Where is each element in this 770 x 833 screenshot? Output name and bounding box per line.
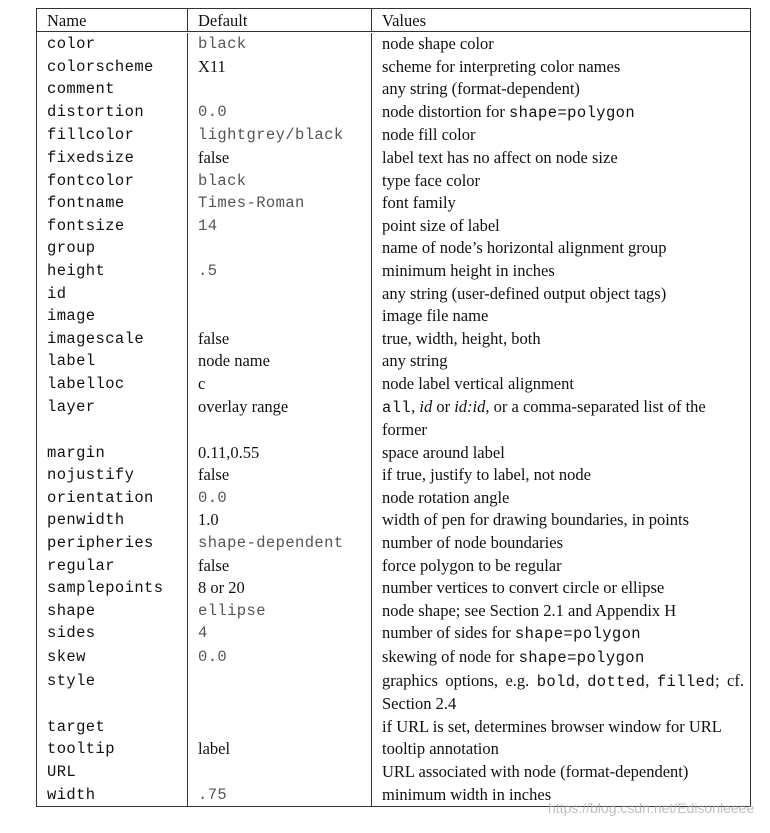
text-fragment: space around label: [382, 442, 505, 462]
text-fragment: skewing of node for: [382, 647, 519, 667]
table-row: [37, 577, 750, 600]
attribute-name: URL: [37, 761, 188, 784]
text-fragment: scheme for interpreting color names: [382, 56, 621, 76]
attribute-description: [372, 260, 750, 283]
text-fragment: number of sides for: [382, 623, 515, 643]
attribute-default: [188, 670, 372, 716]
node-attributes-table: [36, 8, 751, 807]
text-fragment: node label vertical alignment: [382, 373, 574, 393]
attribute-description: [372, 600, 750, 623]
text-fragment: id:id: [454, 396, 486, 416]
attribute-default: 0.0: [188, 487, 372, 510]
attribute-name: tooltip: [37, 738, 188, 761]
text-fragment: node fill color: [382, 125, 476, 145]
table-row: [37, 305, 750, 328]
attribute-name: target: [37, 716, 188, 739]
table-row: [37, 761, 750, 784]
table-row: [37, 147, 750, 170]
attribute-name: image: [37, 305, 188, 328]
attribute-default: label: [188, 738, 372, 761]
header-values: Values: [382, 11, 426, 30]
attribute-name: margin: [37, 442, 188, 465]
attribute-name: fillcolor: [37, 124, 188, 147]
attribute-description: [372, 101, 750, 125]
attribute-description: [372, 646, 750, 670]
table-row: [37, 532, 750, 555]
attribute-name: width: [37, 784, 188, 807]
text-fragment: node distortion for: [382, 101, 509, 121]
attribute-default: .75: [188, 784, 372, 807]
table-row: [37, 170, 750, 193]
table-row: [37, 670, 750, 716]
attribute-default: Times-Roman: [188, 192, 372, 215]
code-fragment: shape=polygon: [508, 103, 636, 122]
attribute-default: X11: [188, 56, 372, 79]
code-fragment: filled: [656, 672, 716, 691]
attribute-description: [372, 716, 750, 739]
attribute-default: black: [188, 33, 372, 56]
text-fragment: any string: [382, 351, 448, 371]
text-fragment: URL associated with node (format-dependent): [382, 762, 689, 781]
attribute-name: regular: [37, 555, 188, 578]
attribute-description: [372, 78, 750, 101]
table-row: [37, 622, 750, 646]
attribute-description: [372, 56, 750, 79]
attribute-description: [372, 350, 750, 373]
table-row: [37, 192, 750, 215]
attribute-name: layer: [37, 396, 188, 442]
attribute-name: skew: [37, 646, 188, 670]
text-fragment: number of node boundaries: [382, 533, 563, 553]
attribute-description: [372, 487, 750, 510]
table-row: [37, 509, 750, 532]
attribute-default: node name: [188, 350, 372, 373]
text-fragment: number vertices to convert circle or ellipse: [382, 578, 665, 598]
table-header-row: [37, 9, 750, 32]
table-row: [37, 464, 750, 487]
code-fragment: dotted: [587, 672, 646, 691]
attribute-description: [372, 283, 750, 306]
attribute-name: samplepoints: [37, 577, 188, 600]
attribute-default: 0.0: [188, 646, 372, 670]
text-fragment: font family: [382, 193, 456, 213]
attribute-default: [188, 78, 372, 101]
attribute-description: [372, 124, 750, 147]
attribute-default: black: [188, 170, 372, 193]
table-row: [37, 600, 750, 623]
attribute-name: fontsize: [37, 215, 188, 238]
attribute-default: 0.11,0.55: [188, 442, 372, 465]
table-row: [37, 237, 750, 260]
attribute-default: shape-dependent: [188, 532, 372, 555]
attribute-name: orientation: [37, 487, 188, 510]
table-row: [37, 716, 750, 739]
table-row: [37, 283, 750, 306]
attribute-default: 4: [188, 622, 372, 646]
table-row: [37, 487, 750, 510]
table-row: [37, 124, 750, 147]
attribute-description: [372, 442, 750, 465]
table-row: [37, 56, 750, 79]
table-row: [37, 373, 750, 396]
attribute-default: false: [188, 555, 372, 578]
attribute-default: overlay range: [188, 396, 372, 442]
table-row: [37, 396, 750, 442]
attribute-name: sides: [37, 622, 188, 646]
attribute-description: [372, 738, 750, 761]
attribute-description: [372, 215, 750, 238]
text-fragment: label text has no affect on node size: [382, 147, 618, 167]
text-fragment: or: [432, 396, 455, 416]
table-row: [37, 442, 750, 465]
attribute-name: labelloc: [37, 373, 188, 396]
attribute-name: comment: [37, 78, 188, 101]
attribute-name: penwidth: [37, 509, 188, 532]
table-row: [37, 101, 750, 125]
text-fragment: node shape color: [382, 34, 494, 53]
attribute-default: [188, 237, 372, 260]
attribute-name: fontname: [37, 192, 188, 215]
text-fragment: node shape; see Section 2.1 and Appendix H: [382, 600, 677, 620]
attribute-name: distortion: [37, 101, 188, 125]
attribute-default: 1.0: [188, 509, 372, 532]
attribute-description: [372, 170, 750, 193]
attribute-description: [372, 464, 750, 487]
attribute-description: [372, 670, 750, 716]
text-fragment: if true, justify to label, not node: [382, 465, 591, 485]
watermark: https://blog.csdn.net/Edisonleeee: [548, 800, 755, 816]
attribute-name: imagescale: [37, 328, 188, 351]
text-fragment: graphics options, e.g.: [382, 670, 537, 690]
code-fragment: all: [382, 398, 412, 417]
attribute-description: [372, 532, 750, 555]
attribute-default: ellipse: [188, 600, 372, 623]
attribute-description: [372, 305, 750, 328]
text-fragment: type face color: [382, 170, 481, 190]
text-fragment: node rotation angle: [382, 487, 510, 507]
attribute-name: id: [37, 283, 188, 306]
attribute-name: peripheries: [37, 532, 188, 555]
table-row: [37, 646, 750, 670]
text-fragment: , or a comma-separated list of the former: [382, 396, 706, 440]
attribute-description: [372, 147, 750, 170]
attribute-default: [188, 761, 372, 784]
table-row: [37, 555, 750, 578]
attribute-name: colorscheme: [37, 56, 188, 79]
text-fragment: minimum height in inches: [382, 260, 555, 280]
attribute-name: group: [37, 237, 188, 260]
text-fragment: if URL is set, determines browser window for URL: [382, 716, 722, 736]
text-fragment: minimum width in inches: [382, 784, 552, 804]
text-fragment: ,: [575, 670, 588, 690]
attribute-default: [188, 305, 372, 328]
attribute-default: false: [188, 328, 372, 351]
header-default: Default: [188, 9, 372, 31]
attribute-default: [188, 283, 372, 306]
attribute-default: .5: [188, 260, 372, 283]
attribute-description: [372, 622, 750, 646]
text-fragment: ,: [645, 670, 657, 690]
attribute-description: [372, 396, 750, 442]
attribute-description: [372, 761, 750, 784]
attribute-description: [372, 33, 750, 56]
table-row: [37, 328, 750, 351]
code-fragment: bold: [536, 672, 576, 691]
code-fragment: shape=polygon: [514, 625, 642, 644]
attribute-description: [372, 328, 750, 351]
attribute-default: 0.0: [188, 101, 372, 125]
attribute-description: [372, 577, 750, 600]
attribute-description: [372, 373, 750, 396]
text-fragment: tooltip annotation: [382, 739, 499, 759]
text-fragment: name of node’s horizontal alignment group: [382, 238, 667, 258]
text-fragment: width of pen for drawing boundaries, in points: [382, 510, 690, 530]
code-fragment: shape=polygon: [518, 649, 645, 668]
text-fragment: any string (user-defined output object tags): [382, 283, 667, 303]
attribute-default: 14: [188, 215, 372, 238]
attribute-default: false: [188, 464, 372, 487]
attribute-name: nojustify: [37, 464, 188, 487]
table-row: [37, 215, 750, 238]
table-row: [37, 78, 750, 101]
attribute-name: label: [37, 350, 188, 373]
attribute-default: false: [188, 147, 372, 170]
table-row: [37, 738, 750, 761]
attribute-default: 8 or 20: [188, 577, 372, 600]
attribute-name: fixedsize: [37, 147, 188, 170]
attribute-name: shape: [37, 600, 188, 623]
attribute-name: height: [37, 260, 188, 283]
table-row: [37, 33, 750, 56]
text-fragment: ; cf. Section 2.4: [382, 670, 744, 714]
text-fragment: image file name: [382, 306, 489, 326]
text-fragment: point size of label: [382, 215, 500, 235]
text-fragment: true, width, height, both: [382, 328, 541, 348]
attribute-default: c: [188, 373, 372, 396]
attribute-description: [372, 509, 750, 532]
attribute-name: style: [37, 670, 188, 716]
header-name: Name: [37, 9, 188, 31]
table-row: [37, 260, 750, 283]
attribute-description: [372, 555, 750, 578]
attribute-default: lightgrey/black: [188, 124, 372, 147]
attribute-default: [188, 716, 372, 739]
attribute-name: fontcolor: [37, 170, 188, 193]
text-fragment: ,: [411, 396, 420, 416]
table-body: [37, 33, 750, 806]
attribute-name: color: [37, 33, 188, 56]
text-fragment: force polygon to be regular: [382, 555, 562, 575]
table-row: [37, 350, 750, 373]
text-fragment: any string (format-dependent): [382, 79, 580, 99]
attribute-description: [372, 192, 750, 215]
attribute-description: [372, 237, 750, 260]
text-fragment: id: [419, 396, 433, 416]
